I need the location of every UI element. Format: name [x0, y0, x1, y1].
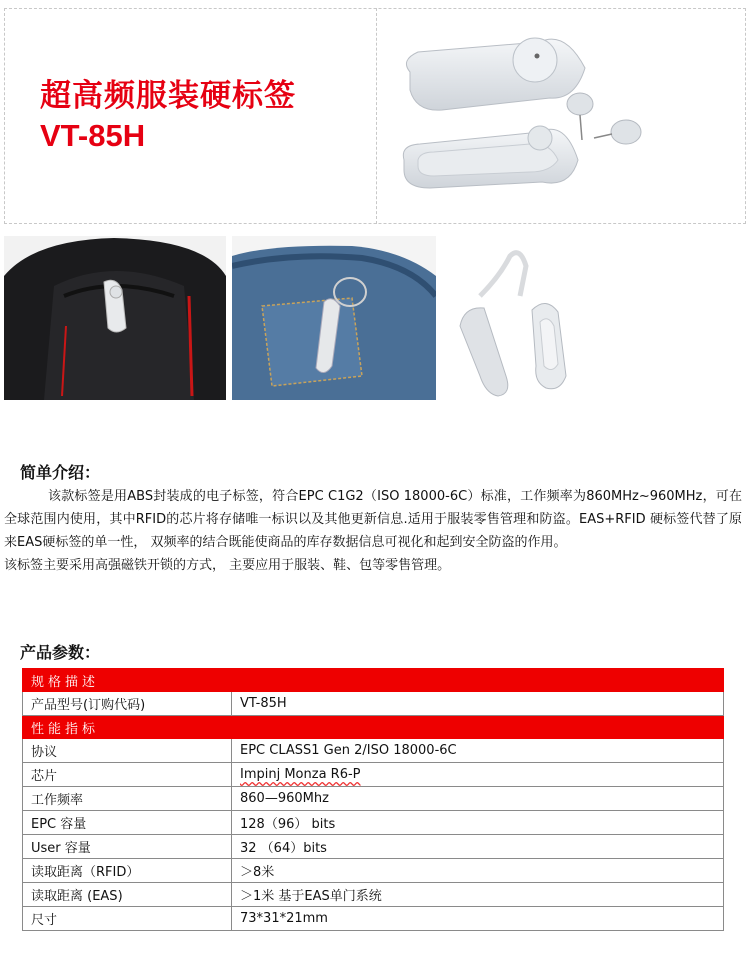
spec-value: 128（96） bits — [232, 811, 724, 835]
jeans-photo — [232, 236, 436, 400]
spec-key: User 容量 — [23, 835, 232, 859]
intro-text — [4, 485, 742, 577]
spec-value: 860—960Mhz — [232, 787, 724, 811]
spec-section-header — [23, 669, 724, 692]
table-row — [23, 859, 724, 883]
spec-key: 读取距离 (EAS) — [23, 883, 232, 907]
table-row — [23, 835, 724, 859]
spec-table — [22, 668, 724, 931]
spec-value: 32 （64）bits — [232, 835, 724, 859]
spec-key: 尺寸 — [23, 907, 232, 931]
hero-product-image — [390, 20, 730, 210]
table-row — [23, 787, 724, 811]
spec-value: EPC CLASS1 Gen 2/ISO 18000-6C — [232, 739, 724, 763]
spec-key: EPC 容量 — [23, 811, 232, 835]
intro-paragraph-2: 该标签主要采用高强磁铁开锁的方式， 主要应用于服装、鞋、包等零售管理。 — [4, 558, 451, 573]
spec-value: 73*31*21mm — [232, 907, 724, 931]
product-model: VT-85H — [40, 118, 146, 153]
intro-heading: 简单介绍： — [20, 463, 101, 482]
spec-key: 芯片 — [23, 763, 232, 787]
header-divider — [376, 8, 377, 224]
spec-section-header — [23, 716, 724, 739]
tags-photo — [440, 236, 746, 400]
backpack-photo — [4, 236, 226, 400]
spec-value: ＞1米 基于EAS单门系统 — [232, 883, 724, 907]
table-row — [23, 811, 724, 835]
spec-value: ＞8米 — [232, 859, 724, 883]
spec-key: 工作频率 — [23, 787, 232, 811]
spec-key: 协议 — [23, 739, 232, 763]
spec-key: 读取距离（RFID） — [23, 859, 232, 883]
table-row — [23, 692, 724, 716]
spec-value — [232, 763, 724, 787]
table-row — [23, 763, 724, 787]
table-row — [23, 739, 724, 763]
table-row — [23, 883, 724, 907]
table-row — [23, 907, 724, 931]
spec-key: 产品型号(订购代码) — [23, 692, 232, 716]
spec-section-title: 规格描述 — [23, 669, 724, 692]
params-heading: 产品参数： — [20, 643, 101, 662]
product-title: 超高频服装硬标签 — [40, 78, 296, 114]
spec-section-title: 性能指标 — [23, 716, 724, 739]
intro-paragraph-1: 该款标签是用ABS封装成的电子标签，符合EPC C1G2（ISO 18000-6C）标准，工作频率为860MHz~960MHz，可在全球范围内使用，其中RFID的芯片将存储唯一标识以及其他更新信息.适用于服装零售管理和防盗。EAS+RFID 硬标签代替了原来EAS硬标签的单一性， 双频率的结合既能使商品的库存数据信息可视化和起到安全防盗的作用。 — [4, 489, 742, 550]
spec-value: VT-85H — [232, 692, 724, 716]
chip-value: Impinj Monza R6-P — [240, 767, 361, 782]
